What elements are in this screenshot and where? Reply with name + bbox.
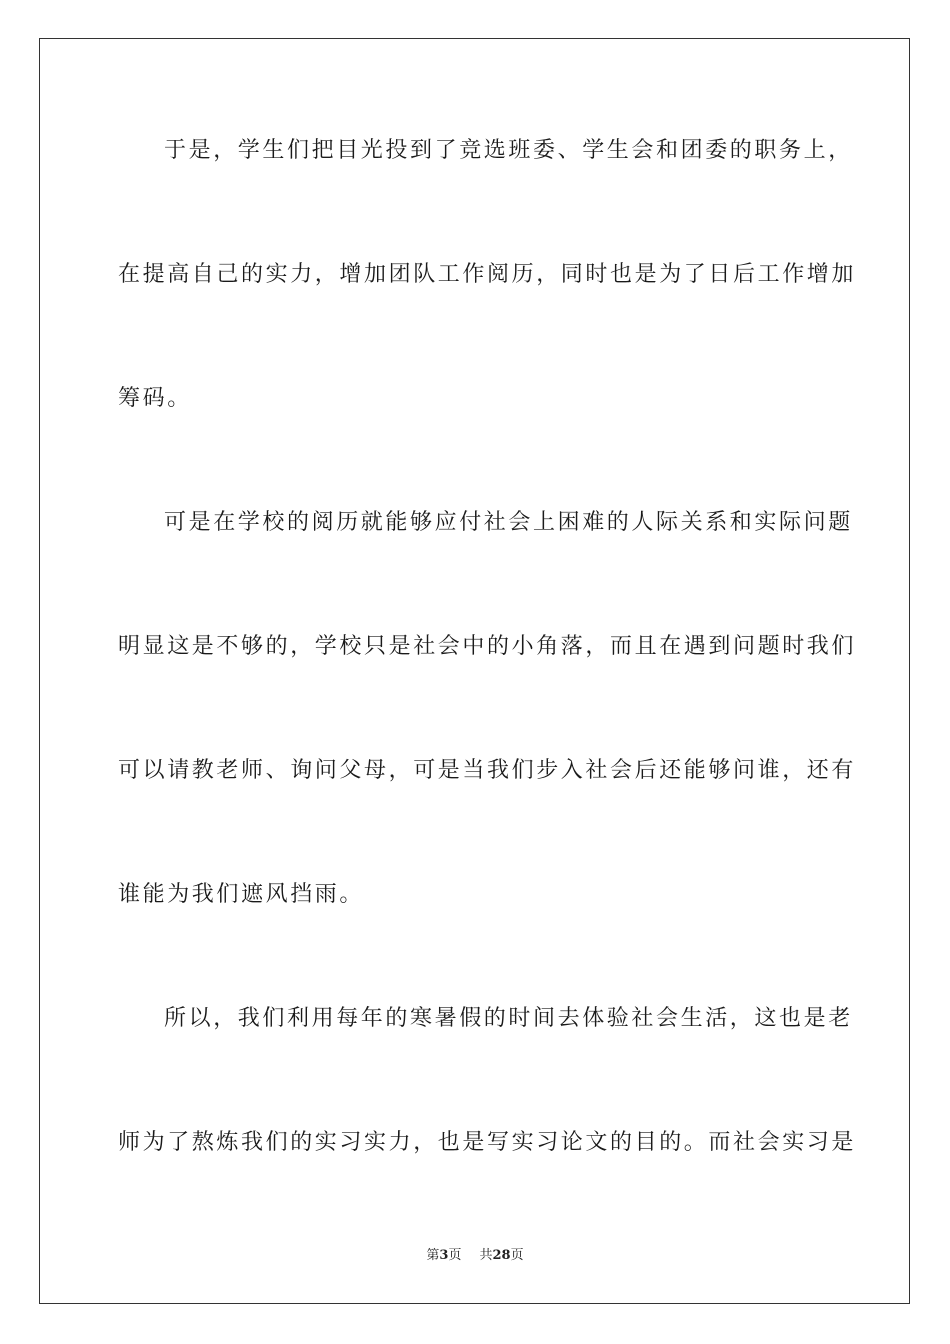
page-number: 3 <box>439 1248 449 1263</box>
total-pages: 28 <box>492 1248 511 1263</box>
paragraph-1-line-3: 筹码。 <box>118 386 192 411</box>
page-footer <box>0 1247 950 1265</box>
total-prefix: 共 <box>479 1248 493 1263</box>
page-suffix: 页 <box>448 1248 462 1263</box>
paragraph-2-line-1: 可是在学校的阅历就能够应付社会上困难的人际关系和实际问题 <box>164 510 853 535</box>
paragraph-2-line-4: 谁能为我们遮风挡雨。 <box>118 882 365 907</box>
paragraph-1-line-2: 在提高自己的实力，增加团队工作阅历，同时也是为了日后工作增加 <box>118 262 857 287</box>
page-prefix: 第 <box>426 1248 440 1263</box>
total-suffix: 页 <box>510 1248 524 1263</box>
page-border <box>39 38 910 1304</box>
paragraph-3-line-1: 所以，我们利用每年的寒暑假的时间去体验社会生活，这也是老 <box>164 1006 853 1031</box>
paragraph-2-line-2: 明显这是不够的，学校只是社会中的小角落，而且在遇到问题时我们 <box>118 634 857 659</box>
paragraph-3-line-2: 师为了熬炼我们的实习实力，也是写实习论文的目的。而社会实习是 <box>118 1130 857 1155</box>
paragraph-2-line-3: 可以请教老师、询问父母，可是当我们步入社会后还能够问谁，还有 <box>118 758 857 783</box>
paragraph-1-line-1: 于是，学生们把目光投到了竞选班委、学生会和团委的职务上， <box>164 138 853 163</box>
